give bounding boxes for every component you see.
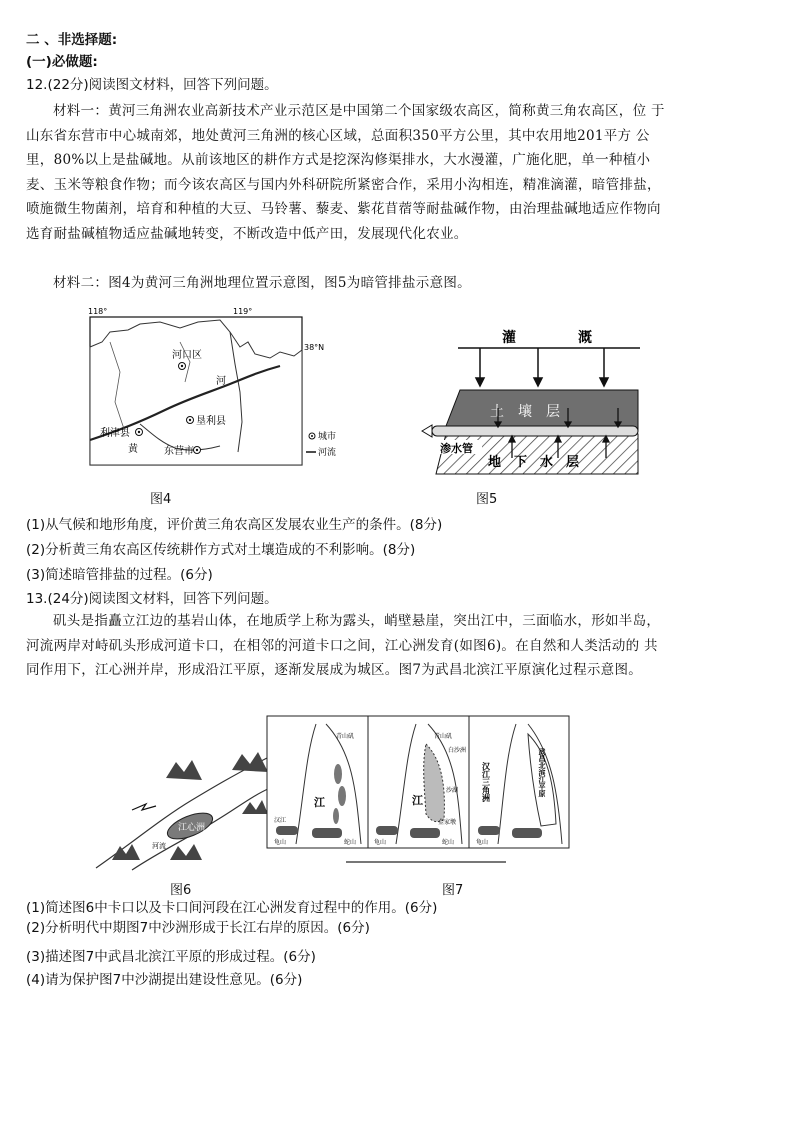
q13-question-3: (3)描述图7中武昌北滨江平原的形成过程。(6分) (26, 949, 316, 965)
panel3-guishan-label: 龟山 (476, 839, 489, 846)
panel2-guishan-label: 龟山 (374, 839, 387, 846)
panel1-sheshan-label: 蛇山 (344, 839, 357, 846)
panel1-hanjiang-label: 汉江 (274, 817, 287, 824)
panel1-guishan-label: 龟山 (274, 839, 287, 846)
panel2-sheshan-label: 蛇山 (442, 839, 455, 846)
panel1-qingshan-label: 青山矶 (336, 733, 355, 740)
guan-label: 灌 (502, 330, 516, 346)
fig6-river-label: 河流 (152, 842, 166, 850)
q13-header: 13.(24分)阅读图文材料，回答下列问题。 (26, 591, 278, 607)
pipe-label: 渗水管 (440, 442, 473, 455)
panel2-jinjia-label: 金家墩 (438, 819, 457, 826)
section-subtitle: (一)必做题: (26, 54, 98, 70)
island-label: 江心洲 (178, 823, 206, 833)
figure-6-diagram (92, 748, 272, 873)
figure-6-caption: 图6 (170, 883, 192, 898)
section-title: 二 、非选择题: (26, 32, 118, 48)
panel2-qingshan-label: 青山矶 (434, 733, 453, 740)
q13-question-1: (1)简述图6中卡口以及卡口间河段在江心洲发育过程中的作用。(6分) (26, 900, 438, 916)
figure-4-caption: 图4 (150, 492, 172, 507)
q13-question-4: (4)请为保护图7中沙湖提出建设性意见。(6分) (26, 972, 303, 988)
lon-119-label: 119° (233, 307, 253, 316)
hekou-label: 河口区 (172, 350, 202, 361)
panel2-baishazhou-label: 白沙洲 (448, 747, 467, 754)
figure-7-caption: 图7 (442, 883, 464, 898)
figure-5-caption: 图5 (476, 492, 498, 507)
q12-header: 12.(22分)阅读图文材料，回答下列问题。 (26, 77, 278, 93)
panel2-shahu-label: 沙湖 (446, 787, 459, 794)
panel1-jiang-label: 江 (314, 796, 325, 809)
q12-question-1: (1)从气候和地形角度，评价黄三角农高区发展农业生产的条件。(8分) (26, 517, 443, 533)
q12-material-2: 材料二：图4为黄河三角洲地理位置示意图，图5为暗管排盐示意图。 (53, 275, 471, 291)
figure-4-map (80, 302, 340, 470)
legend-city-label: 城市 (318, 432, 337, 442)
kenli-label: 垦利县 (196, 416, 226, 427)
lon-118-label: 118° (88, 307, 108, 316)
panel3-plain-label: 武昌北滨江平原 (538, 748, 546, 797)
groundwater-label: 地 下 水 层 (488, 455, 580, 470)
q13-material: 矶头是指矗立江边的基岩山体，在地质学上称为露头，峭壁悬崖，突出江中，三面临水，形如半岛， 河流两岸对峙矶头形成河道卡口，在相邻的河道卡口之间，江心洲发育(如图6)。在自然和人类活动的 共同作用下，江心洲并岸，形成沿江平原，逐渐发展成为城区。图7为武昌北滨江平原演化过程示意图。 (26, 613, 661, 678)
panel3-delta-label: 汉江三角洲 (481, 762, 491, 802)
huang-label: 黄 (128, 444, 138, 455)
gai-label: 溉 (578, 330, 592, 346)
q12-material-1: 材料一：黄河三角洲农业高新技术产业示范区是中国第二个国家级农高区，简称黄三角农高区，位 于山东省东营市中心城南郊，地处黄河三角洲的核心区域，总面积350平方公里，其中农用地201平方 公里，80%以上是盐碱地。从前该地区的耕作方式是挖深沟修渠排水，大水漫灌，广施化肥，单一种植小 麦、玉米等粮食作物；而今该农高区与国内外科研院所紧密合作，采用小沟相连，精准滴灌，暗管排盐， 喷施微生物菌剂，培育和种植的大豆、马铃薯、藜麦、紫花苜蓿等耐盐碱作物，由治理盐碱地适应作物向 选育耐盐碱植物适应盐碱地转变，不断改造中低产田，发展现代化农业。 (26, 103, 665, 242)
figure-5-diagram (418, 318, 648, 483)
lijin-label: 利津县 (100, 428, 130, 439)
q12-question-3: (3)简述暗管排盐的过程。(6分) (26, 567, 213, 583)
soil-label: 土 壤 层 (490, 404, 560, 420)
lat-38-label: 38°N (304, 343, 325, 352)
legend-river-label: 河流 (318, 448, 337, 458)
figure-7-diagram (266, 714, 572, 870)
river-label: 河 (216, 376, 226, 387)
q12-question-2: (2)分析黄三角农高区传统耕作方式对土壤造成的不利影响。(8分) (26, 542, 416, 558)
dongying-label: 东营市 (164, 446, 194, 457)
panel2-jiang-label: 江 (412, 794, 423, 807)
q13-question-2: (2)分析明代中期图7中沙洲形成于长江右岸的原因。(6分) (26, 920, 370, 936)
